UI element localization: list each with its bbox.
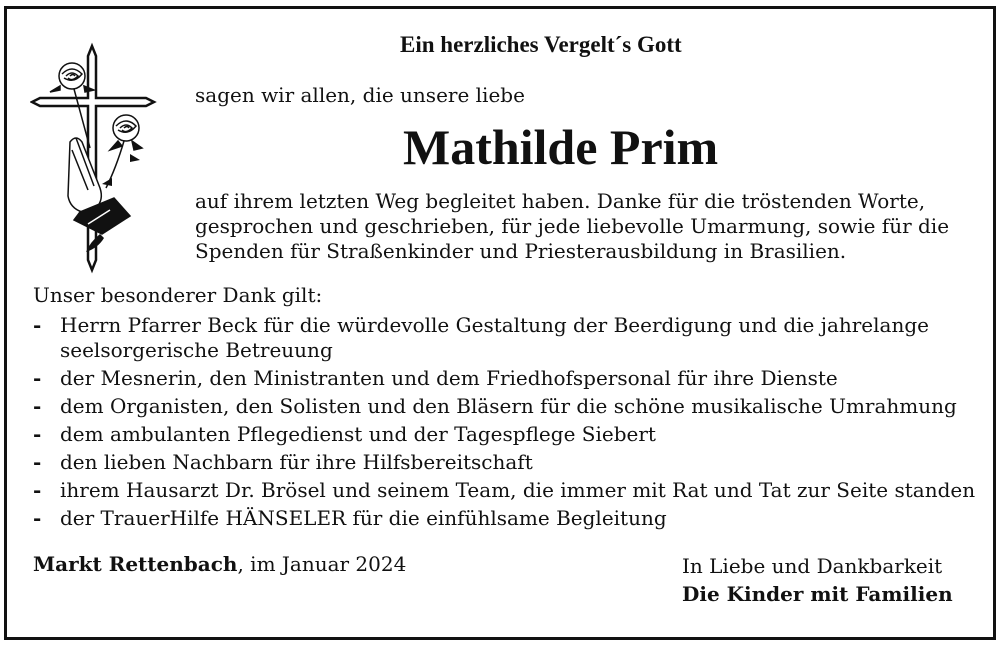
deceased-name: Mathilde Prim [403,119,719,175]
thanks-item-text: seelsorgerische Betreuung [60,338,333,362]
bullet-dash: - [33,478,42,502]
thanks-item-text: Herrn Pfarrer Beck für die würdevolle Gestaltung der Beerdigung und die jahrelange [60,313,929,337]
date-text: , im Januar 2024 [237,552,407,576]
thanks-item-text: der TrauerHilfe HÄNSELER für die einfühlsame Begleitung [60,506,667,530]
closing-block [682,552,953,608]
thanks-heading: Unser besonderer Dank gilt: [33,283,323,307]
signature: Die Kinder mit Familien [682,582,953,606]
thanks-item-text: den lieben Nachbarn für ihre Hilfsbereitschaft [60,450,533,474]
thanks-item-text: dem Organisten, den Solisten und den Bläsern für die schöne musikalische Umrahmung [60,394,957,418]
bullet-dash: - [33,366,42,390]
thanks-item [33,422,983,447]
place-name: Markt Rettenbach [33,552,238,576]
place-and-date [33,552,406,576]
thanks-item [33,366,983,391]
thanks-item [33,450,983,475]
bullet-dash: - [33,422,42,446]
thanks-list [33,313,983,534]
cross-with-roses-and-praying-hands-icon [30,38,160,278]
intro-text: sagen wir allen, die unsere liebe [195,83,525,107]
body-line: Spenden für Straßenkinder und Priesterausbildung in Brasilien. [195,239,847,263]
bullet-dash: - [33,313,42,337]
thanks-item [33,313,983,363]
body-line: auf ihrem letzten Weg begleitet haben. Danke für die tröstenden Worte, [195,189,926,213]
headline: Ein herzliches Vergelt´s Gott [400,32,682,57]
thanks-item [33,394,983,419]
body-line: gesprochen und geschrieben, für jede liebevolle Umarmung, sowie für die [195,214,950,238]
body-paragraph [195,189,949,264]
thanks-item-text: ihrem Hausarzt Dr. Brösel und seinem Team, die immer mit Rat und Tat zur Seite standen [60,478,976,502]
bullet-dash: - [33,394,42,418]
thanks-item [33,478,983,503]
thanks-item-text: dem ambulanten Pflegedienst und der Tagespflege Siebert [60,422,656,446]
thanks-item-text: der Mesnerin, den Ministranten und dem Friedhofspersonal für ihre Dienste [60,366,838,390]
bullet-dash: - [33,506,42,530]
bullet-dash: - [33,450,42,474]
closing-line: In Liebe und Dankbarkeit [682,554,943,578]
thanks-item [33,506,983,531]
